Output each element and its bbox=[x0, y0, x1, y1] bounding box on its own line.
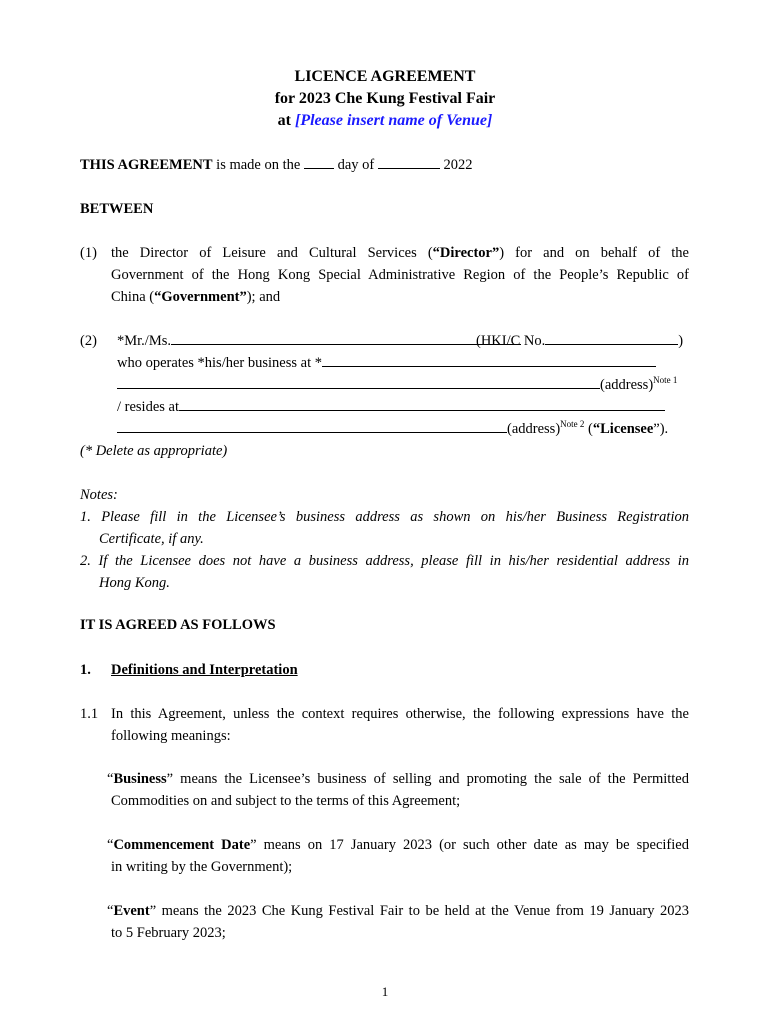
party1-text-a: the Director of Leisure and Cultural Services ( bbox=[111, 245, 433, 261]
party2-number: (2) bbox=[80, 333, 97, 349]
note2-ref: Note 2 bbox=[560, 419, 585, 429]
address-label-2: (address) bbox=[507, 421, 561, 437]
mr-ms-label: *Mr./Ms. bbox=[117, 333, 171, 349]
agreement-date-line bbox=[80, 154, 472, 176]
notes-heading: Notes: bbox=[80, 487, 118, 503]
def-business-text: ” means the Licensee’s business of selling and promoting the sale of the Permitted bbox=[166, 771, 689, 787]
hkic-line bbox=[476, 330, 683, 352]
resides-line bbox=[117, 396, 665, 418]
def-event-text: ” means the 2023 Che Kung Festival Fair to be held at the Venue from 19 January 2023 bbox=[149, 903, 689, 919]
party1-line3 bbox=[111, 286, 280, 308]
page-number: 1 bbox=[381, 984, 389, 999]
venue-prefix: at bbox=[277, 112, 295, 129]
party1-number: (1) bbox=[80, 245, 97, 261]
delete-note: (* Delete as appropriate) bbox=[80, 443, 228, 459]
agreement-lead: THIS AGREEMENT bbox=[80, 157, 213, 173]
licensee-close: ”). bbox=[653, 421, 669, 437]
def-term-event: Event bbox=[113, 903, 150, 919]
between-heading: BETWEEN bbox=[80, 201, 154, 217]
agreed-heading: IT IS AGREED AS FOLLOWS bbox=[80, 617, 276, 633]
note1-ref: Note 1 bbox=[653, 375, 678, 385]
month-blank[interactable] bbox=[378, 154, 440, 169]
operates-label: who operates *his/her business at * bbox=[117, 355, 322, 371]
residential-address-blank[interactable] bbox=[179, 396, 665, 411]
party1-line2: Government of the Hong Kong Special Administrative Region of the People’s Republic of bbox=[111, 267, 689, 283]
note1-line1: 1. Please fill in the Licensee’s business address as shown on his/her Business Registration bbox=[80, 509, 689, 525]
document-title: LICENCE AGREEMENT bbox=[294, 68, 476, 85]
clause11-line2: following meanings: bbox=[111, 728, 231, 744]
definition-commencement-line2: in writing by the Government); bbox=[111, 859, 293, 875]
party1-line1 bbox=[111, 242, 689, 264]
definition-business: “Business” means the Licensee’s business of selling and promoting the sale of the Permitted bbox=[107, 771, 689, 787]
definition-business-line2: Commodities on and subject to the terms of this Agreement; bbox=[111, 793, 461, 809]
residential-address-line2 bbox=[117, 418, 668, 440]
business-address-blank-2[interactable] bbox=[117, 374, 600, 389]
agreement-text2: day of bbox=[333, 157, 378, 173]
party2-name-line bbox=[117, 330, 521, 352]
hkic-close: ) bbox=[678, 333, 684, 349]
director-term: “Director” bbox=[432, 245, 500, 261]
agreement-text1: is made on the bbox=[212, 157, 304, 173]
note2-line1: 2. If the Licensee does not have a business address, please fill in his/her residential address in bbox=[80, 553, 689, 569]
name-blank[interactable] bbox=[171, 330, 521, 345]
document-subtitle: for 2023 Che Kung Festival Fair bbox=[274, 90, 496, 107]
section1-number: 1. bbox=[80, 662, 91, 678]
government-term: “Government” bbox=[154, 289, 247, 305]
def-commencement-text: ” means on 17 January 2023 (or such other date as may be specified bbox=[250, 837, 689, 853]
note1-line2: Certificate, if any. bbox=[99, 531, 204, 547]
clause11-number: 1.1 bbox=[80, 706, 99, 722]
note2-line2: Hong Kong. bbox=[99, 575, 170, 591]
clause11-line1: In this Agreement, unless the context requires otherwise, the following expressions have the bbox=[111, 706, 689, 722]
licensee-term: “Licensee bbox=[592, 421, 654, 437]
business-address-line2 bbox=[117, 374, 677, 396]
party1-text-c: China ( bbox=[111, 289, 155, 305]
definition-event-line2: to 5 February 2023; bbox=[111, 925, 226, 941]
address-label-1: (address) bbox=[600, 377, 654, 393]
def-term-commencement: Commencement Date bbox=[113, 837, 251, 853]
venue-placeholder: [Please insert name of Venue] bbox=[295, 112, 493, 129]
party1-text-d: ); and bbox=[246, 289, 281, 305]
party1-text-b: ) for and on behalf of the bbox=[499, 245, 689, 261]
day-blank[interactable] bbox=[304, 154, 334, 169]
hkic-label: (HKI/C No. bbox=[476, 333, 546, 349]
section1-title: Definitions and Interpretation bbox=[111, 662, 298, 678]
def-term-business: Business bbox=[113, 771, 167, 787]
definition-commencement: “Commencement Date” means on 17 January 2023 (or such other date as may be specified bbox=[107, 837, 689, 853]
licensee-open: ( bbox=[584, 421, 593, 437]
hkic-blank[interactable] bbox=[545, 330, 678, 345]
business-line bbox=[117, 352, 656, 374]
venue-line bbox=[0, 110, 770, 132]
resides-label: / resides at bbox=[117, 399, 180, 415]
definition-event: “Event” means the 2023 Che Kung Festival Fair to be held at the Venue from 19 January 2023 bbox=[107, 903, 689, 919]
residential-address-blank-2[interactable] bbox=[117, 418, 507, 433]
business-address-blank[interactable] bbox=[322, 352, 656, 367]
agreement-year: 2022 bbox=[439, 157, 473, 173]
